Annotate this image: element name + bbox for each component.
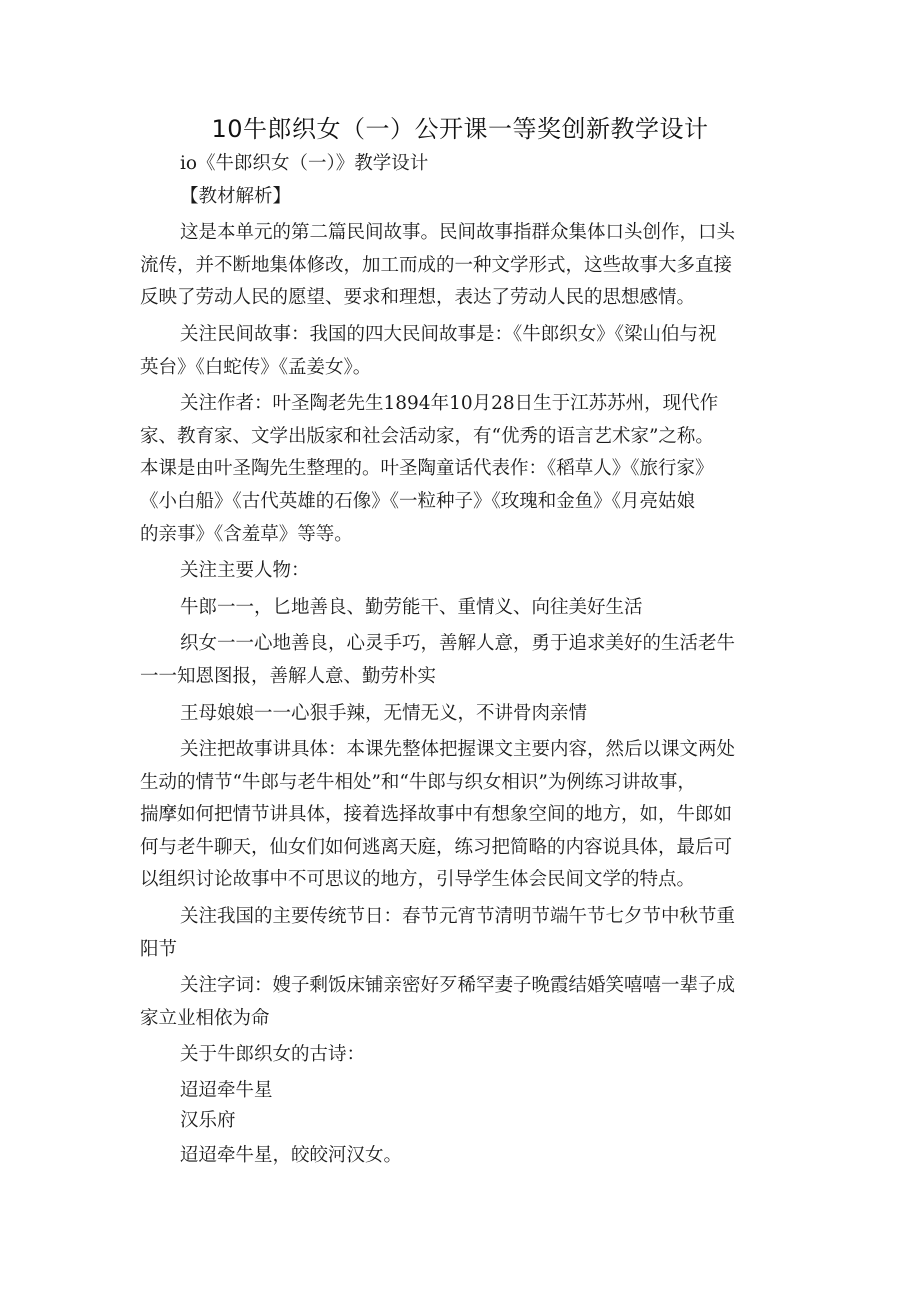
paragraph-line: 的亲事》《含羞草》等等。: [140, 523, 353, 545]
poem-line: 迢迢牵牛星，皎皎河汉女。: [180, 1145, 403, 1167]
paragraph-line: 关注主要人物：: [180, 560, 310, 582]
paragraph-line: 家、教育家、文学出版家和社会活动家，有“优秀的语言艺术家”之称。: [140, 425, 714, 447]
paragraph-line: 牛郎一一，匕地善良、勤劳能干、重情义、向往美好生活: [180, 596, 643, 618]
document-body: [140, 148, 785, 1173]
paragraph-line: 何与老牛聊天，仙女们如何逃离天庭，练习把简略的内容说具体，最后可: [140, 836, 733, 858]
poem-title: 迢迢牵牛星: [180, 1080, 273, 1102]
paragraph-line: 生动的情节“牛郎与老牛相处”和“牛郎与织女相识”为例练习讲故事，: [140, 771, 696, 793]
paragraph-line: 流传，并不断地集体修改，加工而成的一种文学形式，这些故事大多直接: [140, 254, 733, 276]
paragraph-line: 揣摩如何把情节讲具体，接着选择故事中有想象空间的地方，如，牛郎如: [140, 804, 733, 826]
paragraph-line: 家立业相依为命: [140, 1007, 270, 1029]
paragraph-line: 关于牛郎织女的古诗：: [180, 1044, 366, 1066]
paragraph-line: 本课是由叶圣陶先生整理的。叶圣陶童话代表作：《稻草人》《旅行家》: [140, 458, 714, 480]
paragraph-line: 关注我国的主要传统节日：春节元宵节清明节端午节七夕节中秋节重: [180, 906, 736, 928]
paragraph-line: 以组织讨论故事中不可思议的地方，引导学生体会民间文学的特点。: [140, 869, 696, 891]
poem-source: 汉乐府: [180, 1110, 236, 1132]
section-heading: 【教材解析】: [180, 185, 292, 207]
paragraph-line: 关注字词：嫂子剩饭床铺亲密好歹稀罕妻子晚霞结婚笑嘻嘻一辈子成: [180, 975, 736, 997]
paragraph-line: 王母娘娘一一心狠手辣，无情无义，不讲骨肉亲情: [180, 702, 588, 724]
paragraph-line: 关注民间故事：我国的四大民间故事是：《牛郎织女》《梁山伯与祝: [180, 323, 717, 345]
paragraph-line: 英台》《白蛇传》《孟姜女》。: [140, 356, 372, 378]
paragraph-line: 阳节: [140, 938, 178, 960]
paragraph-line: 反映了劳动人民的愿望、要求和理想，表达了劳动人民的思想感情。: [140, 287, 696, 309]
document-title: 10牛郎织女（一）公开课一等奖创新教学设计: [211, 115, 709, 143]
paragraph-line: 关注把故事讲具体：本课先整体把握课文主要内容，然后以课文两处: [180, 739, 736, 761]
paragraph-line: 这是本单元的第二篇民间故事。民间故事指群众集体口头创作，口头: [180, 222, 736, 244]
paragraph-line: 一一知恩图报，善解人意、勤劳朴实: [140, 665, 437, 687]
paragraph-line: 关注作者：叶圣陶老先生1894年10月28日生于江苏苏州，现代作: [180, 393, 719, 415]
paragraph-line: 《小白船》《古代英雄的石像》《一粒种子》《玫瑰和金鱼》《月亮姑娘: [140, 490, 696, 512]
paragraph-line: 织女一一心地善良，心灵手巧，善解人意，勇于追求美好的生活老牛: [180, 633, 736, 655]
subtitle-line: io《牛郎织女（一）》教学设计: [180, 153, 429, 174]
